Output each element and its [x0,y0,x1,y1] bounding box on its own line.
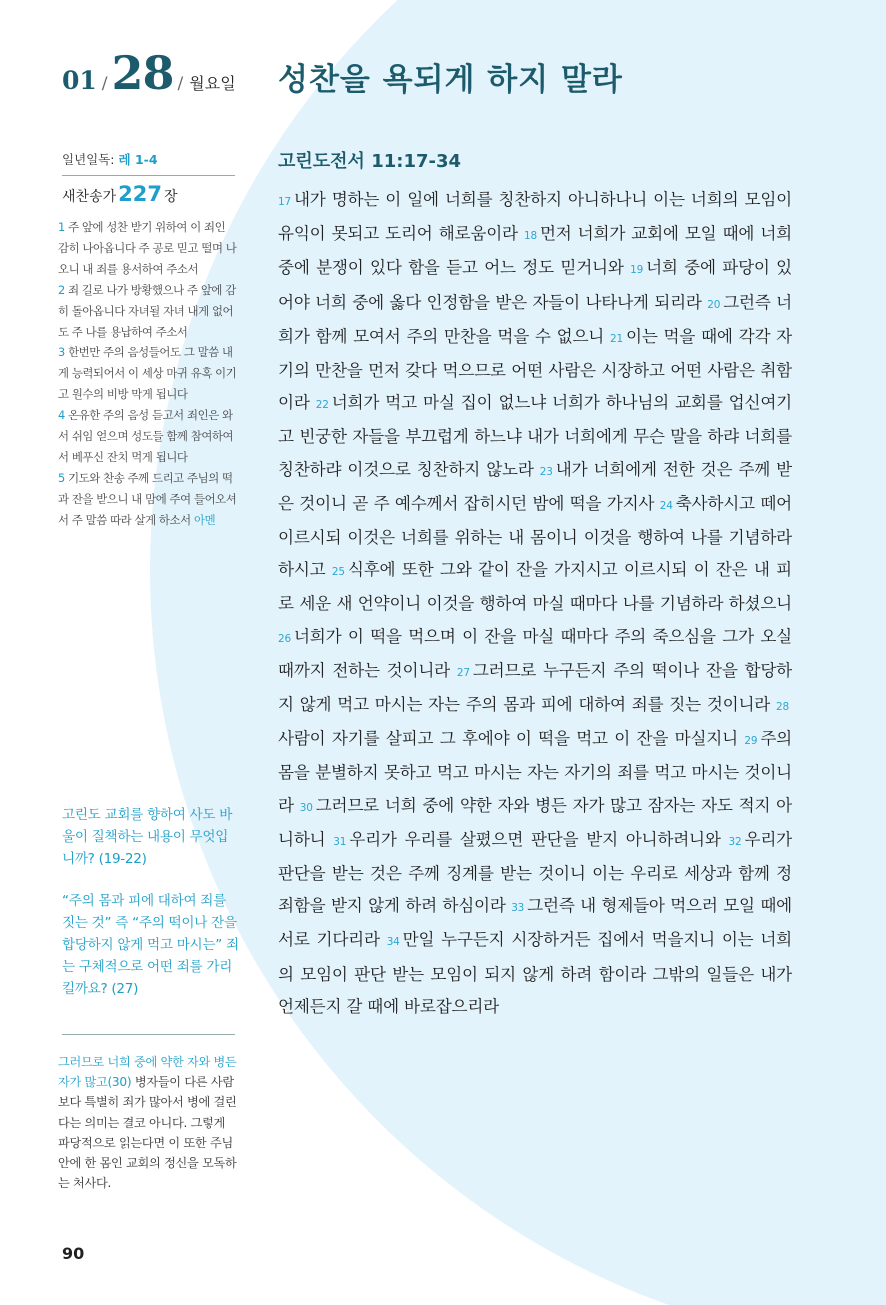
verse-text: 먼저 너희가 교회에 모일 때에 너희 중에 분쟁이 있다 함을 듣고 어느 정도 믿거니와 [278,224,792,278]
date-separator: / [177,74,184,94]
commentary-text: 병자들이 다른 사람보다 특별히 죄가 많아서 병에 걸린다는 의미는 결코 아니다. 그렇게 파당적으로 읽는다면 이 또한 주님 안에 한 몸인 교회의 정신을 모독하는 처사다. [58,1075,237,1191]
verse-number: 30 [299,801,313,814]
verse-text: 내가 너희에게 전한 것은 주께 받은 것이니 곧 주 예수께서 잡히시던 밤에 떡을 가지사 [278,459,792,513]
verse-text: 축사하시고 떼어 이르시되 이것은 너희를 위하는 내 몸이니 이것을 행하여 나를 기념하라 하시고 [278,493,792,580]
scripture-reference: 고린도전서 11:17-34 [278,151,462,172]
verse-text: 내가 명하는 이 일에 너희를 칭찬하지 아니하나니 이는 너희의 모임이 유익이 못되고 도리어 해로움이라 [278,190,792,244]
verse-text: 너희가 이 떡을 먹으며 이 잔을 마실 때마다 주의 죽으심을 그가 오실 때까지 전하는 것이니라 [278,626,792,680]
hymn-verse-text: 온유한 주의 음성 듣고서 죄인은 와서 쉬임 얻으며 성도들 함께 참여하여서 베푸신 잔치 먹게 됩니다 [58,408,234,464]
verse-text: 사람이 자기를 살피고 그 후에야 이 떡을 먹고 이 잔을 마실지니 [278,729,745,749]
verse-text: 우리가 판단을 받는 것은 주께 징계를 받는 것이니 이는 우리로 세상과 함께 정죄함을 받지 않게 하려 하심이라 [278,829,792,916]
date-day: 28 [111,46,174,100]
hymn-verse-number: 1 [58,220,65,234]
verse-number: 33 [511,902,525,915]
verse-number: 20 [707,298,721,311]
date-display [62,46,236,106]
hymn-number: 227 [118,182,162,206]
hymn-suffix: 장 [163,189,178,205]
commentary-note [58,1052,238,1193]
hymn-verse-number: 3 [58,345,65,360]
verse-text: 그러므로 누구든지 주의 떡이나 잔을 합당하지 않게 먹고 마시는 자는 주의 몸과 피에 대하여 죄를 짓는 것이니라 [278,660,792,715]
hymn-heading [62,182,177,206]
verse-number: 32 [728,835,742,848]
verse-number: 21 [610,332,623,345]
annual-reading-ref: 레 1-4 [118,152,158,167]
hymn-prefix: 새찬송가 [62,189,117,205]
hymn-lyrics [58,217,238,531]
verse-text: 식후에 또한 그와 같이 잔을 가지시고 이르시되 이 잔은 내 피로 세운 새 언약이니 이것을 행하여 마실 때마다 나를 기념하라 하셨으니 [278,560,792,614]
verse-number: 19 [630,264,644,277]
verse-text: 그러므로 너희 중에 약한 자와 병든 자가 많고 잠자는 자도 적지 아니하니 [278,795,792,849]
verse-number: 27 [456,666,470,679]
verse-number: 26 [278,632,291,645]
verse-text: 이는 먹을 때에 각각 자기의 만찬을 먼저 갖다 먹으므로 어떤 사람은 시장하고 어떤 사람은 취함이라 [278,326,793,413]
hymn-verse-text: 한번만 주의 음성들어도 그 말씀 내게 능력되어서 이 세상 마귀 유혹 이기고 원수의 비방 막게 됩니다 [58,345,237,402]
verse-number: 31 [333,835,347,848]
date-month: 01 [62,66,97,95]
verse-number: 25 [331,566,345,579]
divider [62,1034,235,1035]
commentary-highlight: 그러므로 너희 중에 약한 자와 병든 자가 많고(30) [58,1055,237,1090]
hymn-amen: 아멘 [193,512,216,527]
hymn-verse-text: 기도와 찬송 주께 드리고 주님의 떡과 잔을 받으니 내 맘에 주여 들어오셔서 주 말씀 따라 살게 하소서 [58,470,237,527]
annual-reading-label: 일년일독: [62,152,115,167]
study-question-1: 고린도 교회를 향하여 사도 바울이 질책하는 내용이 무엇입니까? (19-22) [62,807,233,867]
hymn-verse-number: 5 [58,470,65,485]
divider [62,175,235,176]
verse-number: 17 [278,196,291,208]
verse-number: 23 [539,465,553,478]
verse-number: 29 [744,735,758,748]
verse-number: 28 [776,701,789,714]
hymn-verse-number: 2 [58,282,65,297]
date-weekday: 월요일 [189,74,236,93]
verse-text: 주의 몸을 분별하지 못하고 먹고 마시는 자는 자기의 죄를 먹고 마시는 것이니라 [278,729,792,815]
verse-text: 너희 중에 파당이 있어야 너희 중에 옳다 인정함을 받은 자들이 나타나게 되리라 [278,258,792,312]
verse-number: 24 [659,499,673,512]
hymn-verse-text: 죄 길로 나가 방황했으나 주 앞에 감히 돌아옵니다 자녀될 자녀 내게 없어도 주 나를 용납하여 주소서 [58,282,236,339]
page-title: 성찬을 욕되게 하지 말라 [278,62,623,98]
verse-number: 22 [315,399,329,412]
annual-reading [62,150,158,168]
verse-text: 너희가 먹고 마실 집이 없느냐 너희가 하나님의 교회를 업신여기고 빈궁한 자들을 부끄럽게 하느냐 내가 너희에게 무슨 말을 하랴 너희를 칭찬하랴 이것으로 칭찬하지 않노라 [278,393,792,479]
verse-text: 그런즉 내 형제들아 먹으러 모일 때에 서로 기다리라 [278,896,792,950]
study-question-2: “주의 몸과 피에 대하여 죄를 짓는 것” 즉 “주의 떡이나 잔을 합당하지 않게 먹고 마시는” 죄는 구체적으로 어떤 죄를 가리킬까요? (27) [62,893,239,997]
scripture-text [278,184,792,1023]
verse-number: 34 [386,936,400,949]
page-number: 90 [62,1244,85,1263]
hymn-verse-text: 주 앞에 성찬 받기 위하여 이 죄인 감히 나아옵니다 주 공로 믿고 떨며 나오니 내 죄를 용서하여 주소서 [58,220,237,276]
date-separator: / [101,74,108,94]
verse-text: 만일 누구든지 시장하거든 집에서 먹을지니 이는 너희의 모임이 판단 받는 모임이 되지 않게 하려 함이라 그밖의 일들은 내가 언제든지 갈 때에 바로잡으리라 [278,930,792,1016]
verse-number: 18 [523,230,537,243]
hymn-verse-number: 4 [58,408,65,423]
verse-text: 그런즉 너희가 함께 모여서 주의 만찬을 먹을 수 없으니 [278,292,792,346]
verse-text: 우리가 우리를 살폈으면 판단을 받지 아니하려니와 [349,829,729,849]
